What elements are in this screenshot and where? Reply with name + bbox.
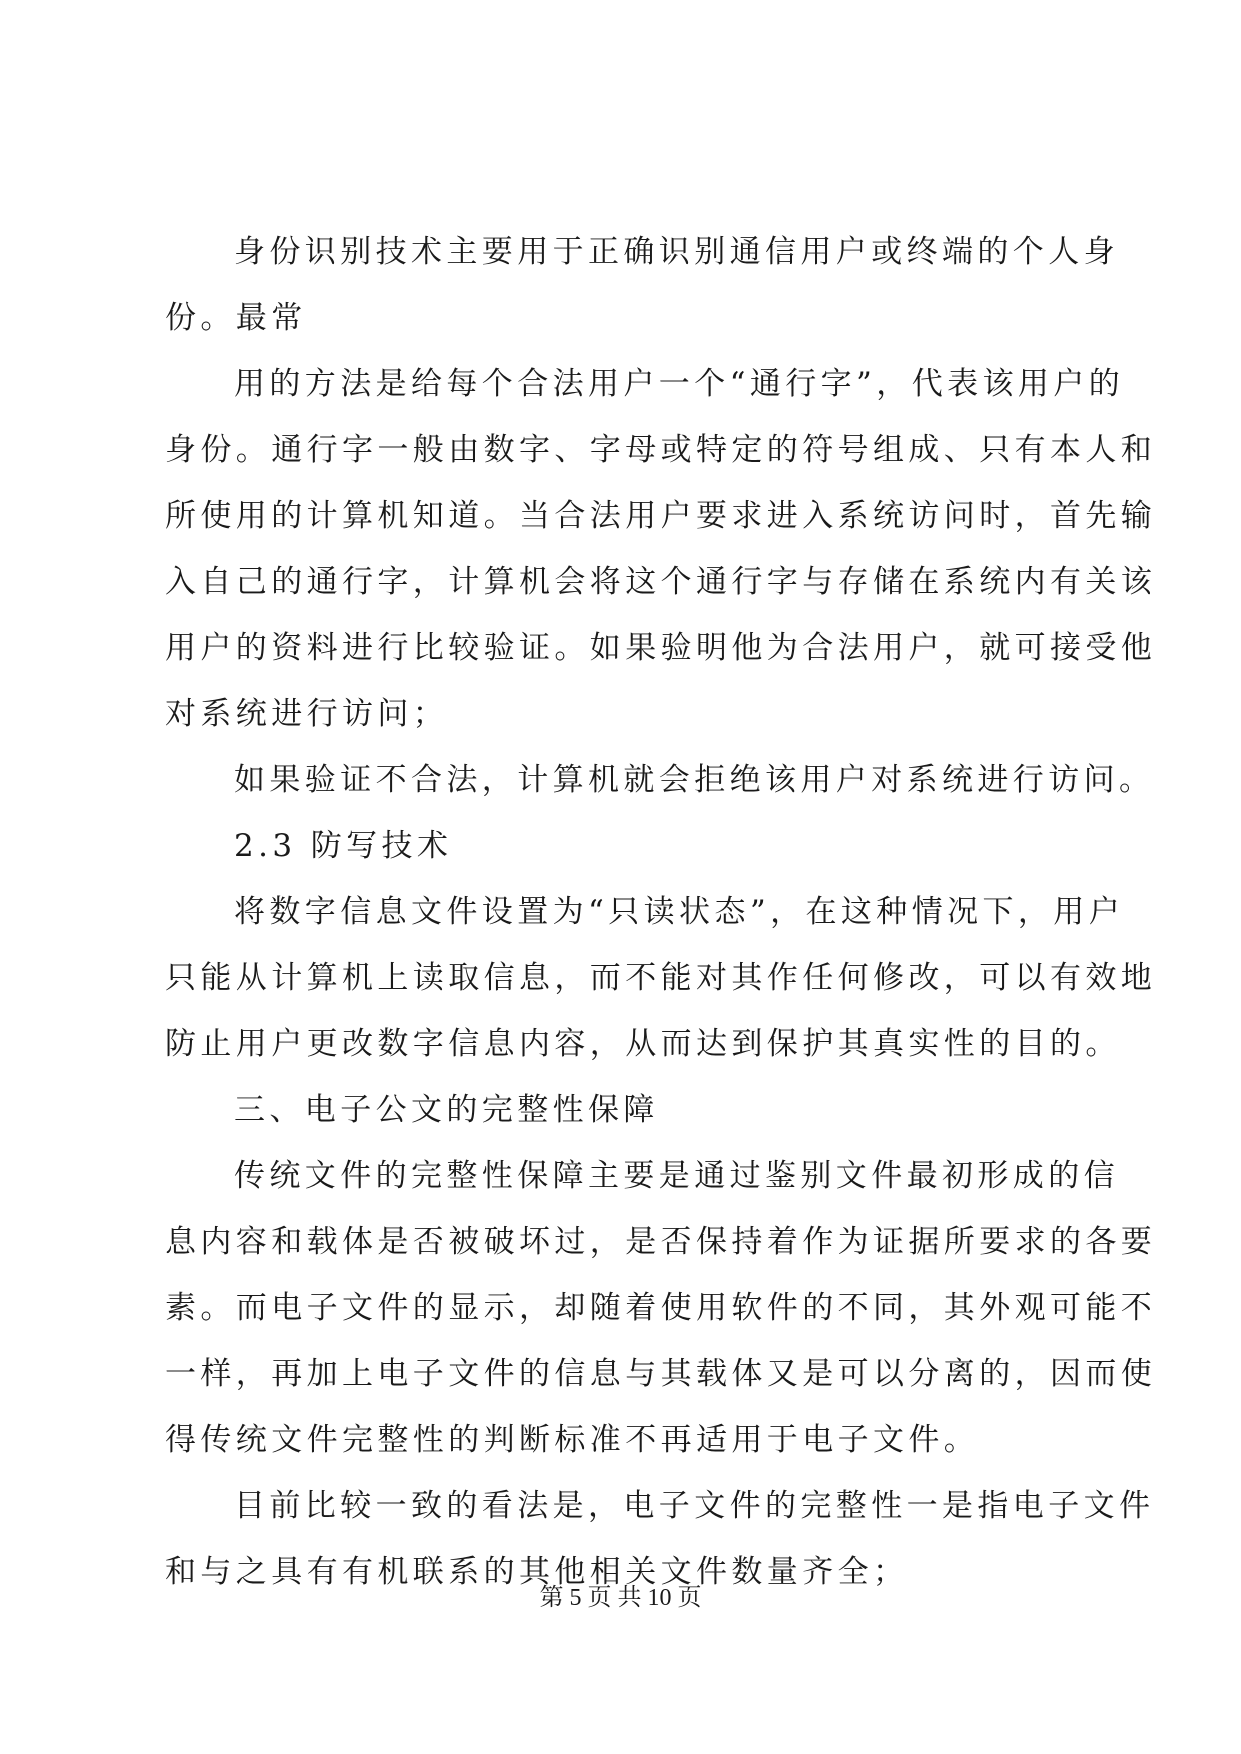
page-number-footer: 第 5 页 共 10 页 bbox=[539, 1585, 702, 1611]
text-line: 用户的资料进行比较验证。如果验明他为合法用户，就可接受他 bbox=[165, 630, 1157, 666]
text-line: 身份识别技术主要用于正确识别通信用户或终端的个人身 bbox=[234, 234, 1119, 270]
section-heading: 三、电子公文的完整性保障 bbox=[234, 1092, 659, 1128]
text-line: 所使用的计算机知道。当合法用户要求进入系统访问时，首先输 bbox=[165, 498, 1157, 534]
text-line: 得传统文件完整性的判断标准不再适用于电子文件。 bbox=[165, 1422, 980, 1458]
section-heading: 2.3 防写技术 bbox=[234, 828, 453, 864]
text-line: 如果验证不合法，计算机就会拒绝该用户对系统进行访问。 bbox=[234, 762, 1155, 798]
text-line: 入自己的通行字，计算机会将这个通行字与存储在系统内有关该 bbox=[165, 564, 1157, 600]
text-line: 份。最常 bbox=[165, 300, 307, 336]
text-line: 传统文件的完整性保障主要是通过鉴别文件最初形成的信 bbox=[234, 1158, 1119, 1194]
text-line: 息内容和载体是否被破坏过，是否保持着作为证据所要求的各要 bbox=[165, 1224, 1157, 1260]
text-line: 只能从计算机上读取信息，而不能对其作任何修改，可以有效地 bbox=[165, 960, 1157, 996]
text-line: 用的方法是给每个合法用户一个“通行字”，代表该用户的 bbox=[234, 366, 1125, 402]
text-line: 和与之具有有机联系的其他相关文件数量齐全； bbox=[165, 1554, 909, 1590]
text-line: 一样，再加上电子文件的信息与其载体又是可以分离的，因而使 bbox=[165, 1356, 1157, 1392]
text-line: 目前比较一致的看法是，电子文件的完整性一是指电子文件 bbox=[234, 1488, 1155, 1524]
text-line: 素。而电子文件的显示，却随着使用软件的不同，其外观可能不 bbox=[165, 1290, 1157, 1326]
text-line: 对系统进行访问； bbox=[165, 696, 449, 732]
text-line: 将数字信息文件设置为“只读状态”，在这种情况下，用户 bbox=[234, 894, 1125, 930]
text-line: 身份。通行字一般由数字、字母或特定的符号组成、只有本人和 bbox=[165, 432, 1157, 468]
text-line: 防止用户更改数字信息内容，从而达到保护其真实性的目的。 bbox=[165, 1026, 1121, 1062]
